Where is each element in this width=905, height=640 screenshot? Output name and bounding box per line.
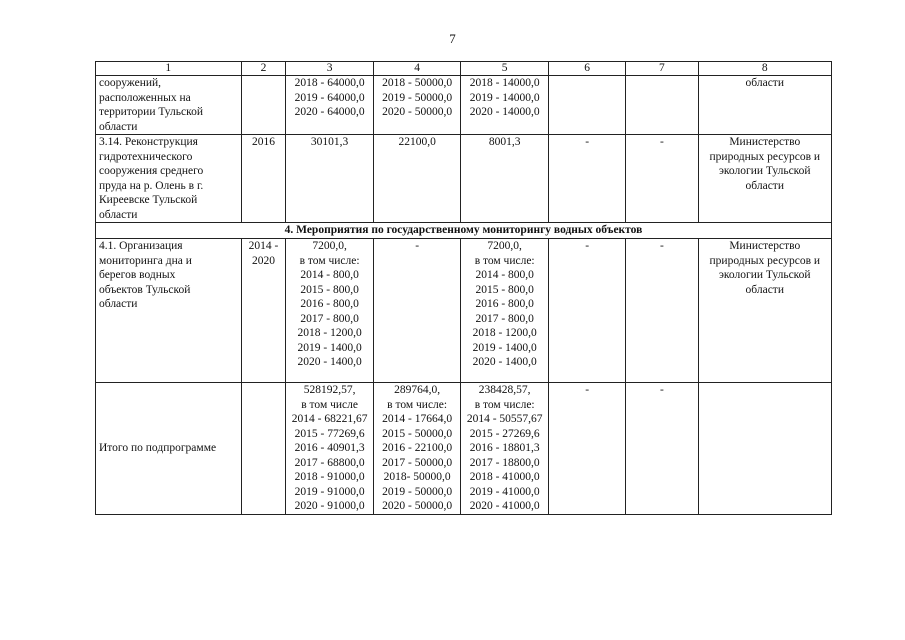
- column-header: 4: [373, 62, 461, 76]
- cell-line: 2020 - 1400,0: [297, 356, 362, 368]
- cell-line: 22100,0: [398, 136, 436, 148]
- cell-line: области: [745, 283, 784, 296]
- cell-line: 2015 - 50000,0: [382, 427, 453, 440]
- cell-line: 2018 - 14000,0: [469, 77, 540, 89]
- cell-line: 2014 - 17664,0: [382, 413, 453, 425]
- cell-line: 2018 - 91000,0: [294, 471, 365, 483]
- cell-line: 238428,57,: [478, 384, 531, 396]
- page-number: 7: [449, 31, 456, 46]
- cell-line: 2017 - 800,0: [475, 312, 534, 325]
- responsible-cell: [698, 239, 831, 383]
- section-title: 4. Мероприятия по государственному мониторингу водных объектов: [96, 223, 832, 239]
- cell-line: Киреевске Тульской: [99, 194, 198, 206]
- cell-line: 2019 - 1400,0: [297, 341, 362, 354]
- total-label: Итого по подпрограмме: [96, 383, 242, 515]
- cell-line: области: [99, 120, 138, 133]
- column-header: 7: [626, 62, 698, 76]
- cell-line: 2020 - 50000,0: [382, 106, 453, 118]
- cell-line: расположенных на: [99, 91, 191, 104]
- cell-line: берегов водных: [99, 269, 176, 281]
- cell-line: 2015 - 800,0: [300, 283, 359, 296]
- total-funding-cell: [286, 76, 374, 135]
- column-6-cell: [548, 76, 625, 135]
- column-7-cell: -: [626, 383, 698, 515]
- cell-line: 4.1. Организация: [99, 240, 183, 252]
- cell-line: 2014 -: [248, 240, 279, 252]
- cell-line: 2014 - 50557,67: [466, 413, 543, 425]
- cell-line: 2019 - 50000,0: [382, 485, 453, 498]
- cell-line: 2020 - 41000,0: [469, 500, 540, 512]
- period-cell: [241, 383, 286, 515]
- cell-line: 2020 - 1400,0: [472, 356, 537, 368]
- period-cell: [241, 76, 286, 135]
- total-funding-cell: [286, 239, 374, 383]
- table-row: [96, 135, 832, 223]
- measure-name-cell: [96, 239, 242, 383]
- cell-line: 2019 - 1400,0: [472, 341, 537, 354]
- cell-line: 2020 - 91000,0: [294, 500, 365, 512]
- cell-line: 2016 - 800,0: [300, 298, 359, 310]
- cell-line: 2015 - 77269,6: [294, 427, 365, 440]
- cell-line: области: [745, 179, 784, 192]
- federal-budget-cell: [461, 76, 549, 135]
- cell-line: области: [99, 208, 138, 221]
- cell-line: 2017 - 18800,0: [469, 456, 540, 469]
- column-header: 3: [286, 62, 374, 76]
- table-row: [96, 239, 832, 383]
- cell-line: 2020 - 14000,0: [469, 106, 540, 118]
- cell-line: 2020 - 50000,0: [382, 500, 453, 512]
- cell-line: 2016 - 800,0: [475, 298, 534, 310]
- cell-line: 2019 - 50000,0: [382, 91, 453, 104]
- total-funding-cell: [286, 383, 374, 515]
- cell-line: 2019 - 14000,0: [469, 91, 540, 104]
- cell-line: 8001,3: [488, 136, 521, 148]
- cell-line: в том числе:: [387, 398, 448, 411]
- column-6-cell: -: [548, 383, 625, 515]
- cell-line: в том числе:: [299, 254, 360, 267]
- column-7-cell: -: [626, 239, 698, 383]
- cell-line: 2014 - 800,0: [300, 269, 359, 281]
- column-header: 6: [548, 62, 625, 76]
- cell-line: 7200,0,: [312, 240, 347, 252]
- cell-line: в том числе: [301, 398, 358, 411]
- cell-line: 2019 - 91000,0: [294, 485, 365, 498]
- responsible-cell: [698, 383, 831, 515]
- cell-line: 2018 - 1200,0: [472, 327, 537, 339]
- regional-budget-cell: [373, 239, 461, 383]
- cell-line: 2019 - 64000,0: [294, 91, 365, 104]
- period-cell: [241, 239, 286, 383]
- cell-line: 2018- 50000,0: [383, 471, 451, 483]
- column-6-cell: -: [548, 135, 625, 223]
- cell-line: 2016 - 22100,0: [382, 442, 453, 454]
- cell-line: в том числе:: [474, 398, 535, 411]
- cell-line: объектов Тульской: [99, 283, 191, 296]
- cell-line: области: [745, 77, 784, 89]
- cell-line: 2017 - 50000,0: [382, 456, 453, 469]
- measure-name-cell: [96, 135, 242, 223]
- cell-line: 2014 - 800,0: [475, 269, 534, 281]
- cell-line: 2017 - 800,0: [300, 312, 359, 325]
- period-cell: [241, 135, 286, 223]
- regional-budget-cell: [373, 76, 461, 135]
- cell-line: гидротехнического: [99, 150, 193, 163]
- responsible-cell: [698, 135, 831, 223]
- cell-line: 2019 - 41000,0: [469, 485, 540, 498]
- column-7-cell: [626, 76, 698, 135]
- cell-line: 2020 - 64000,0: [294, 106, 365, 118]
- cell-line: 2017 - 68800,0: [294, 456, 365, 469]
- cell-line: в том числе:: [474, 254, 535, 267]
- cell-line: 2018 - 41000,0: [469, 471, 540, 483]
- cell-line: природных ресурсов и: [709, 254, 821, 267]
- cell-line: природных ресурсов и: [709, 150, 821, 163]
- cell-line: 2015 - 27269,6: [469, 427, 540, 440]
- cell-line: 2016 - 18801,3: [469, 442, 540, 454]
- cell-line: мониторинга дна и: [99, 254, 192, 267]
- column-header: 5: [461, 62, 549, 76]
- cell-line: 2016: [251, 136, 275, 148]
- cell-line: 2020: [251, 254, 275, 267]
- cell-line: сооружения среднего: [99, 165, 204, 177]
- column-header: 8: [698, 62, 831, 76]
- header-row: [96, 62, 832, 76]
- total-funding-cell: [286, 135, 374, 223]
- measure-name-cell: [96, 76, 242, 135]
- cell-line: 7200,0,: [487, 240, 522, 252]
- regional-budget-cell: [373, 383, 461, 515]
- federal-budget-cell: [461, 239, 549, 383]
- responsible-cell: [698, 76, 831, 135]
- cell-line: 3.14. Реконструкция: [99, 136, 198, 148]
- column-header: 2: [241, 62, 286, 76]
- total-row: [96, 383, 832, 515]
- budget-table: [95, 61, 832, 515]
- cell-line: 528192,57,: [303, 384, 356, 396]
- federal-budget-cell: [461, 383, 549, 515]
- table-row: [96, 76, 832, 135]
- cell-line: 2015 - 800,0: [475, 283, 534, 296]
- cell-line: экологии Тульской: [718, 165, 811, 177]
- cell-line: экологии Тульской: [718, 269, 811, 281]
- cell-line: Министерство: [729, 240, 801, 252]
- regional-budget-cell: [373, 135, 461, 223]
- cell-line: сооружений,: [99, 77, 162, 89]
- column-7-cell: -: [626, 135, 698, 223]
- cell-line: 289764,0,: [394, 384, 441, 396]
- cell-line: Министерство: [729, 136, 801, 148]
- section-header-row: [96, 223, 832, 239]
- cell-line: 2018 - 64000,0: [294, 77, 365, 89]
- federal-budget-cell: [461, 135, 549, 223]
- cell-line: пруда на р. Олень в г.: [99, 179, 204, 192]
- cell-line: 2018 - 1200,0: [297, 327, 362, 339]
- cell-line: 2014 - 68221,67: [291, 413, 368, 425]
- cell-line: 2018 - 50000,0: [382, 77, 453, 89]
- cell-line: области: [99, 298, 138, 310]
- column-header: 1: [96, 62, 242, 76]
- cell-line: 30101,3: [310, 136, 349, 148]
- cell-line: 2016 - 40901,3: [294, 442, 365, 454]
- cell-line: -: [415, 240, 420, 252]
- cell-line: территории Тульской: [99, 106, 204, 118]
- column-6-cell: -: [548, 239, 625, 383]
